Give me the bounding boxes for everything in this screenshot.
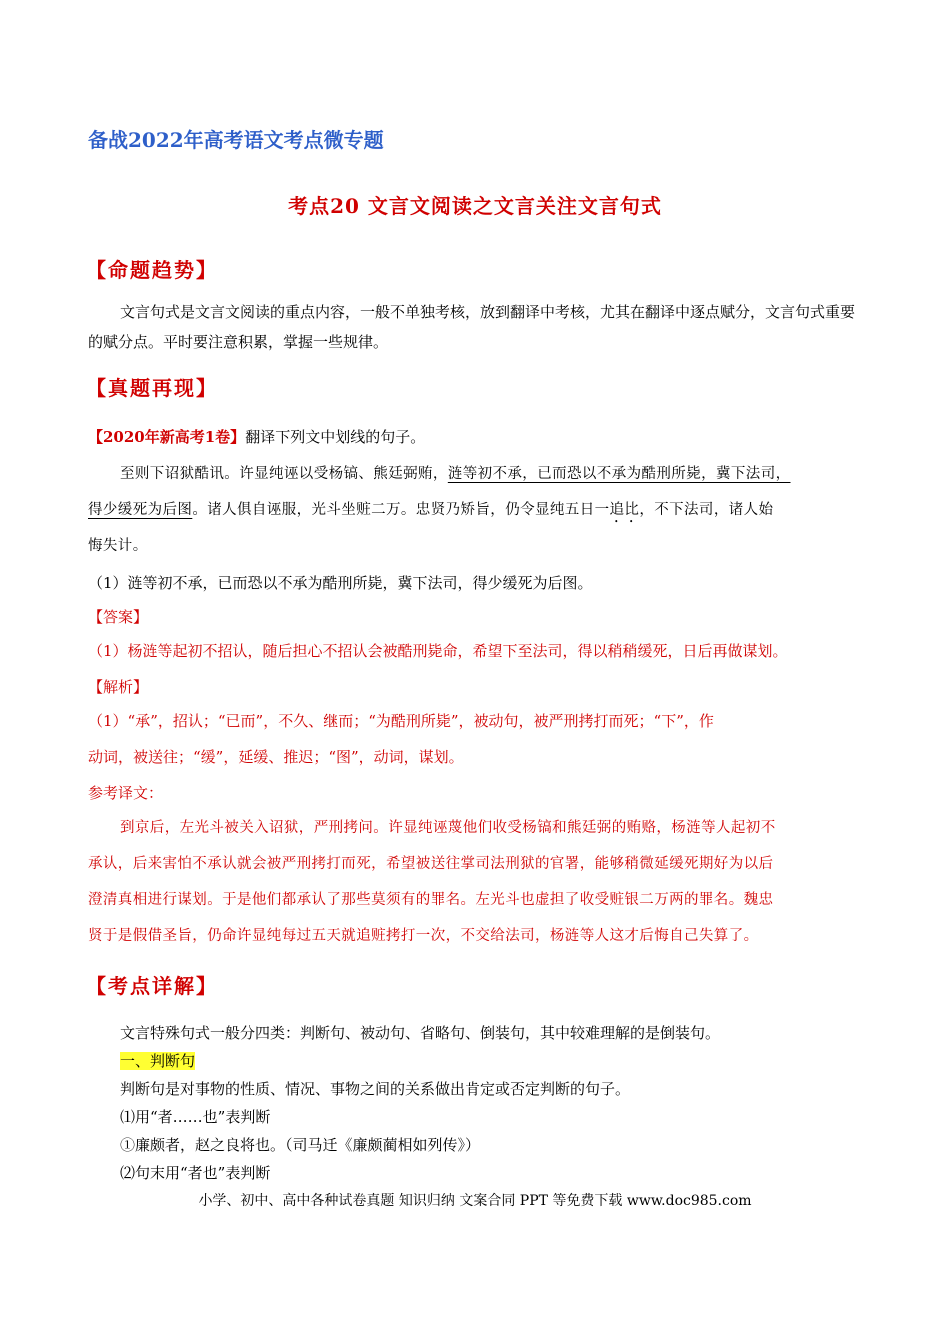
- judgment-item-1: ⑴用“者……也”表判断: [120, 1108, 271, 1126]
- dotted-word: 追比: [609, 502, 640, 518]
- judgment-definition: 判断句是对事物的性质、情况、事物之间的关系做出肯定或否定判断的句子。: [120, 1080, 631, 1098]
- series-title: 备战2022年高考语文考点微专题: [88, 128, 384, 152]
- trend-text: 文言句式是文言文阅读的重点内容，一般不单独考核，放到翻译中考核，尤其在翻译中逐点赋分，文言句式重要的赋分点。平时要注意积累，掌握一些规律。: [88, 303, 856, 351]
- underlined-sentence-end: 得少缓死为后图: [88, 502, 193, 518]
- answer-label: 【答案】: [88, 608, 149, 626]
- passage-line-2: [88, 498, 773, 526]
- question-1: （1）涟等初不承，已而恐以不承为酷刑所毙，冀下法司，得少缓死为后图。: [88, 574, 593, 592]
- answer-text: （1）杨涟等起初不招认，随后担心不招认会被酷刑毙命，希望下至法司，得以稍稍缓死，日后再做谋划。: [88, 642, 788, 660]
- reference-line-4: 贤于是假借圣旨，仍命许显纯每过五天就追赃拷打一次，不交给法司，杨涟等人这才后悔自己失算了。: [88, 928, 759, 944]
- reference-line-3: 澄清真相进行谋划。于是他们都承认了那些莫须有的罪名。左光斗也虚担了收受赃银二万两的罪名。魏忠: [88, 892, 774, 908]
- analysis-line-2: 动词，被送往；“缓”，延缓、推迟；“图”，动词，谋划。: [88, 748, 464, 766]
- detail-heading: 【考点详解】: [86, 974, 218, 998]
- highlighted-subheading: 一、判断句: [120, 1052, 196, 1070]
- reference-label: 参考译文：: [88, 784, 164, 802]
- passage-line-3: 悔失计。: [88, 538, 148, 554]
- page-title: 考点20 文言文阅读之文言关注文言句式: [288, 194, 662, 218]
- passage-text: 至则下诏狱酷讯。许显纯诬以受杨镐、熊廷弼贿，: [120, 466, 448, 482]
- detail-intro: 文言特殊句式一般分四类：判断句、被动句、省略句、倒装句，其中较难理解的是倒装句。: [120, 1024, 721, 1042]
- reference-line-1: 到京后，左光斗被关入诏狱，严刑拷问。许显纯诬蔑他们收受杨镐和熊廷弼的贿赂，杨涟等人起初不: [120, 820, 776, 836]
- real-heading: 【真题再现】: [86, 376, 218, 400]
- reference-line-2: 承认，后来害怕不承认就会被严刑拷打而死，希望被送往掌司法刑狱的官署，能够稍微延缓死期好为以后: [88, 856, 774, 872]
- trend-heading: 【命题趋势】: [86, 258, 218, 282]
- instruction: 翻译下列文中划线的句子。: [245, 428, 426, 446]
- footer-text: 小学、初中、高中各种试卷真题 知识归纳 文案合同 PPT 等免费下载 www.doc985.com: [198, 1193, 752, 1209]
- underlined-sentence: 涟等初不承，已而恐以不承为酷刑所毙，冀下法司，: [447, 466, 791, 482]
- analysis-label: 【解析】: [88, 678, 149, 696]
- judgment-example-1: ①廉颇者，赵之良将也。（司马迁《廉颇蔺相如列传》）: [120, 1136, 481, 1154]
- exam-source: 【2020年新高考1卷】: [88, 428, 246, 446]
- question-source-line: [88, 426, 425, 447]
- passage-text: ，不下法司，诸人始: [639, 502, 774, 518]
- passage-text: 。诸人俱自诬服，光斗坐赃二万。忠贤乃矫旨，仍令显纯五日一: [192, 502, 610, 518]
- subheading-judgment: [120, 1050, 195, 1071]
- judgment-item-2: ⑵句末用“者也”表判断: [120, 1164, 271, 1182]
- passage-line-1: [120, 462, 791, 483]
- analysis-line-1: （1）“承”，招认；“已而”，不久、继而；“为酷刑所毙”，被动句，被严刑拷打而死；“下”，作: [88, 712, 714, 730]
